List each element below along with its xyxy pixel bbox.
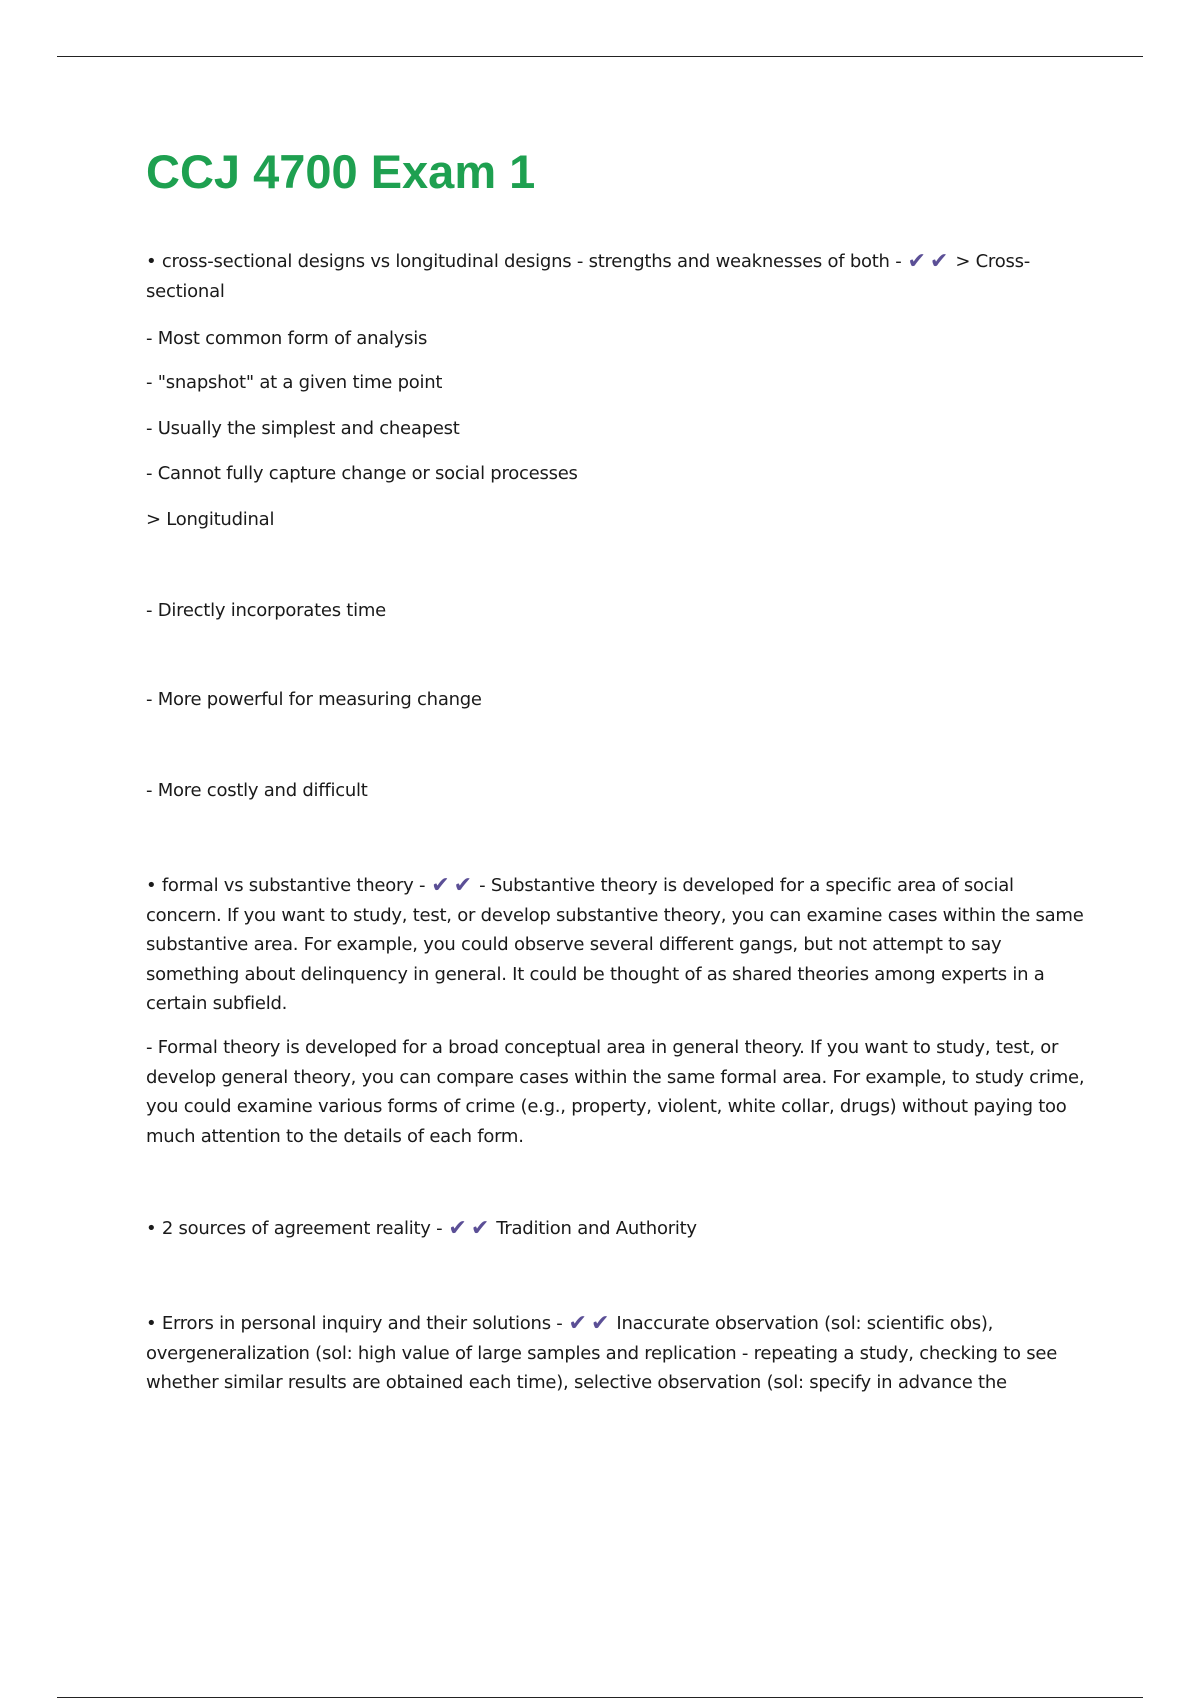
check-icon: ✔✔ (448, 1216, 494, 1241)
answer-text: > Cross-sectional (146, 251, 1030, 302)
list-item: - Directly incorporates time (146, 600, 386, 621)
list-item: > Longitudinal (146, 509, 275, 530)
list-item: - More powerful for measuring change (146, 689, 482, 710)
answer-text: Inaccurate observation (sol: scientific obs), overgeneralization (sol: high value of large samples and replication - repeating a study, checking to see whether similar results are obtained each time), selective observation (sol: specify in advance the (146, 1313, 1058, 1393)
question-text: • cross-sectional designs vs longitudinal designs - strengths and weaknesses of both - (146, 251, 902, 272)
qa-item-2 (146, 871, 1086, 1019)
list-item: - Usually the simplest and cheapest (146, 418, 460, 439)
answer-text: Tradition and Authority (496, 1218, 697, 1239)
answer-paragraph: - Formal theory is developed for a broad conceptual area in general theory. If you want to study, test, or develop general theory, you can compare cases within the same formal area. For example, to study crime, you could examine various forms of crime (e.g., property, violent, white collar, drugs) without paying too much attention to the details of each form. (146, 1037, 1085, 1147)
qa-item-3 (146, 1214, 1086, 1244)
list-item: - Most common form of analysis (146, 328, 428, 349)
answer-text: - Substantive theory is developed for a specific area of social concern. If you want to study, test, or develop substantive theory, you can examine cases within the same substantive area. For example, you could observe several different gangs, but not attempt to say something about delinquency in general. It could be thought of as shared theories among experts in a certain subfield. (146, 875, 1084, 1014)
list-item: - Cannot fully capture change or social processes (146, 463, 578, 484)
footer-rule (57, 1697, 1143, 1698)
qa-item-4 (146, 1309, 1086, 1398)
qa-item-1 (146, 247, 1086, 306)
question-text: • formal vs substantive theory - (146, 875, 426, 896)
check-icon: ✔✔ (568, 1311, 614, 1336)
question-text: • Errors in personal inquiry and their solutions - (146, 1313, 563, 1334)
check-icon: ✔✔ (431, 873, 477, 898)
document-title: CCJ 4700 Exam 1 (146, 145, 536, 198)
list-item: - "snapshot" at a given time point (146, 372, 443, 393)
header-rule (57, 56, 1143, 57)
question-text: • 2 sources of agreement reality - (146, 1218, 443, 1239)
list-item: - More costly and difficult (146, 780, 368, 801)
check-icon: ✔✔ (907, 249, 953, 274)
